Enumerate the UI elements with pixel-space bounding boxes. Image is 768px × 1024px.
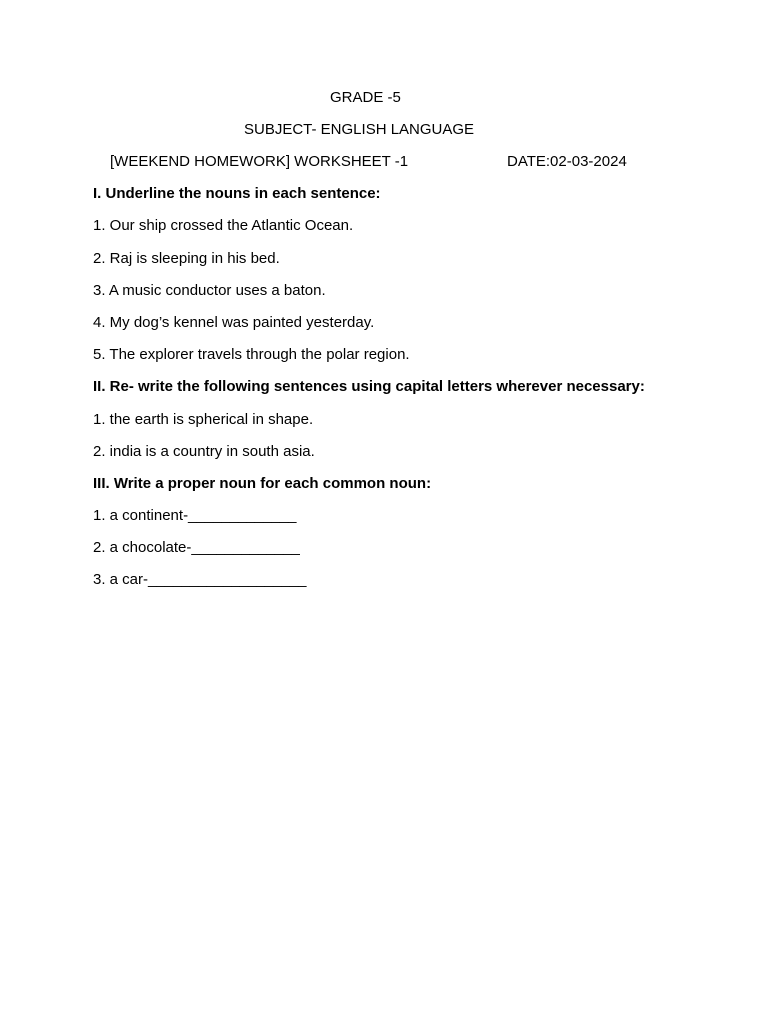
section-2-item: 2. india is a country in south asia. xyxy=(93,443,315,460)
section-2-heading: II. Re- write the following sentences using capital letters wherever necessary: xyxy=(93,378,645,395)
section-3-item: 2. a chocolate-_____________ xyxy=(93,539,300,556)
section-3-heading: III. Write a proper noun for each common noun: xyxy=(93,475,432,492)
worksheet-title: [WEEKEND HOMEWORK] WORKSHEET -1 xyxy=(110,153,409,170)
section-1-item: 2. Raj is sleeping in his bed. xyxy=(93,250,280,267)
section-1-item: 4. My dog’s kennel was painted yesterday. xyxy=(93,314,375,331)
section-1-item: 1. Our ship crossed the Atlantic Ocean. xyxy=(93,217,354,234)
subject-title: SUBJECT- ENGLISH LANGUAGE xyxy=(244,121,475,138)
section-1-heading: I. Underline the nouns in each sentence: xyxy=(93,185,381,202)
section-3-item: 1. a continent-_____________ xyxy=(93,507,297,524)
section-1-item: 3. A music conductor uses a baton. xyxy=(93,282,326,299)
section-2-item: 1. the earth is spherical in shape. xyxy=(93,411,314,428)
grade-title: GRADE -5 xyxy=(330,89,401,106)
section-3-item: 3. a car-___________________ xyxy=(93,571,307,588)
section-1-item: 5. The explorer travels through the polar region. xyxy=(93,346,410,363)
worksheet-date: DATE:02-03-2024 xyxy=(507,153,627,170)
